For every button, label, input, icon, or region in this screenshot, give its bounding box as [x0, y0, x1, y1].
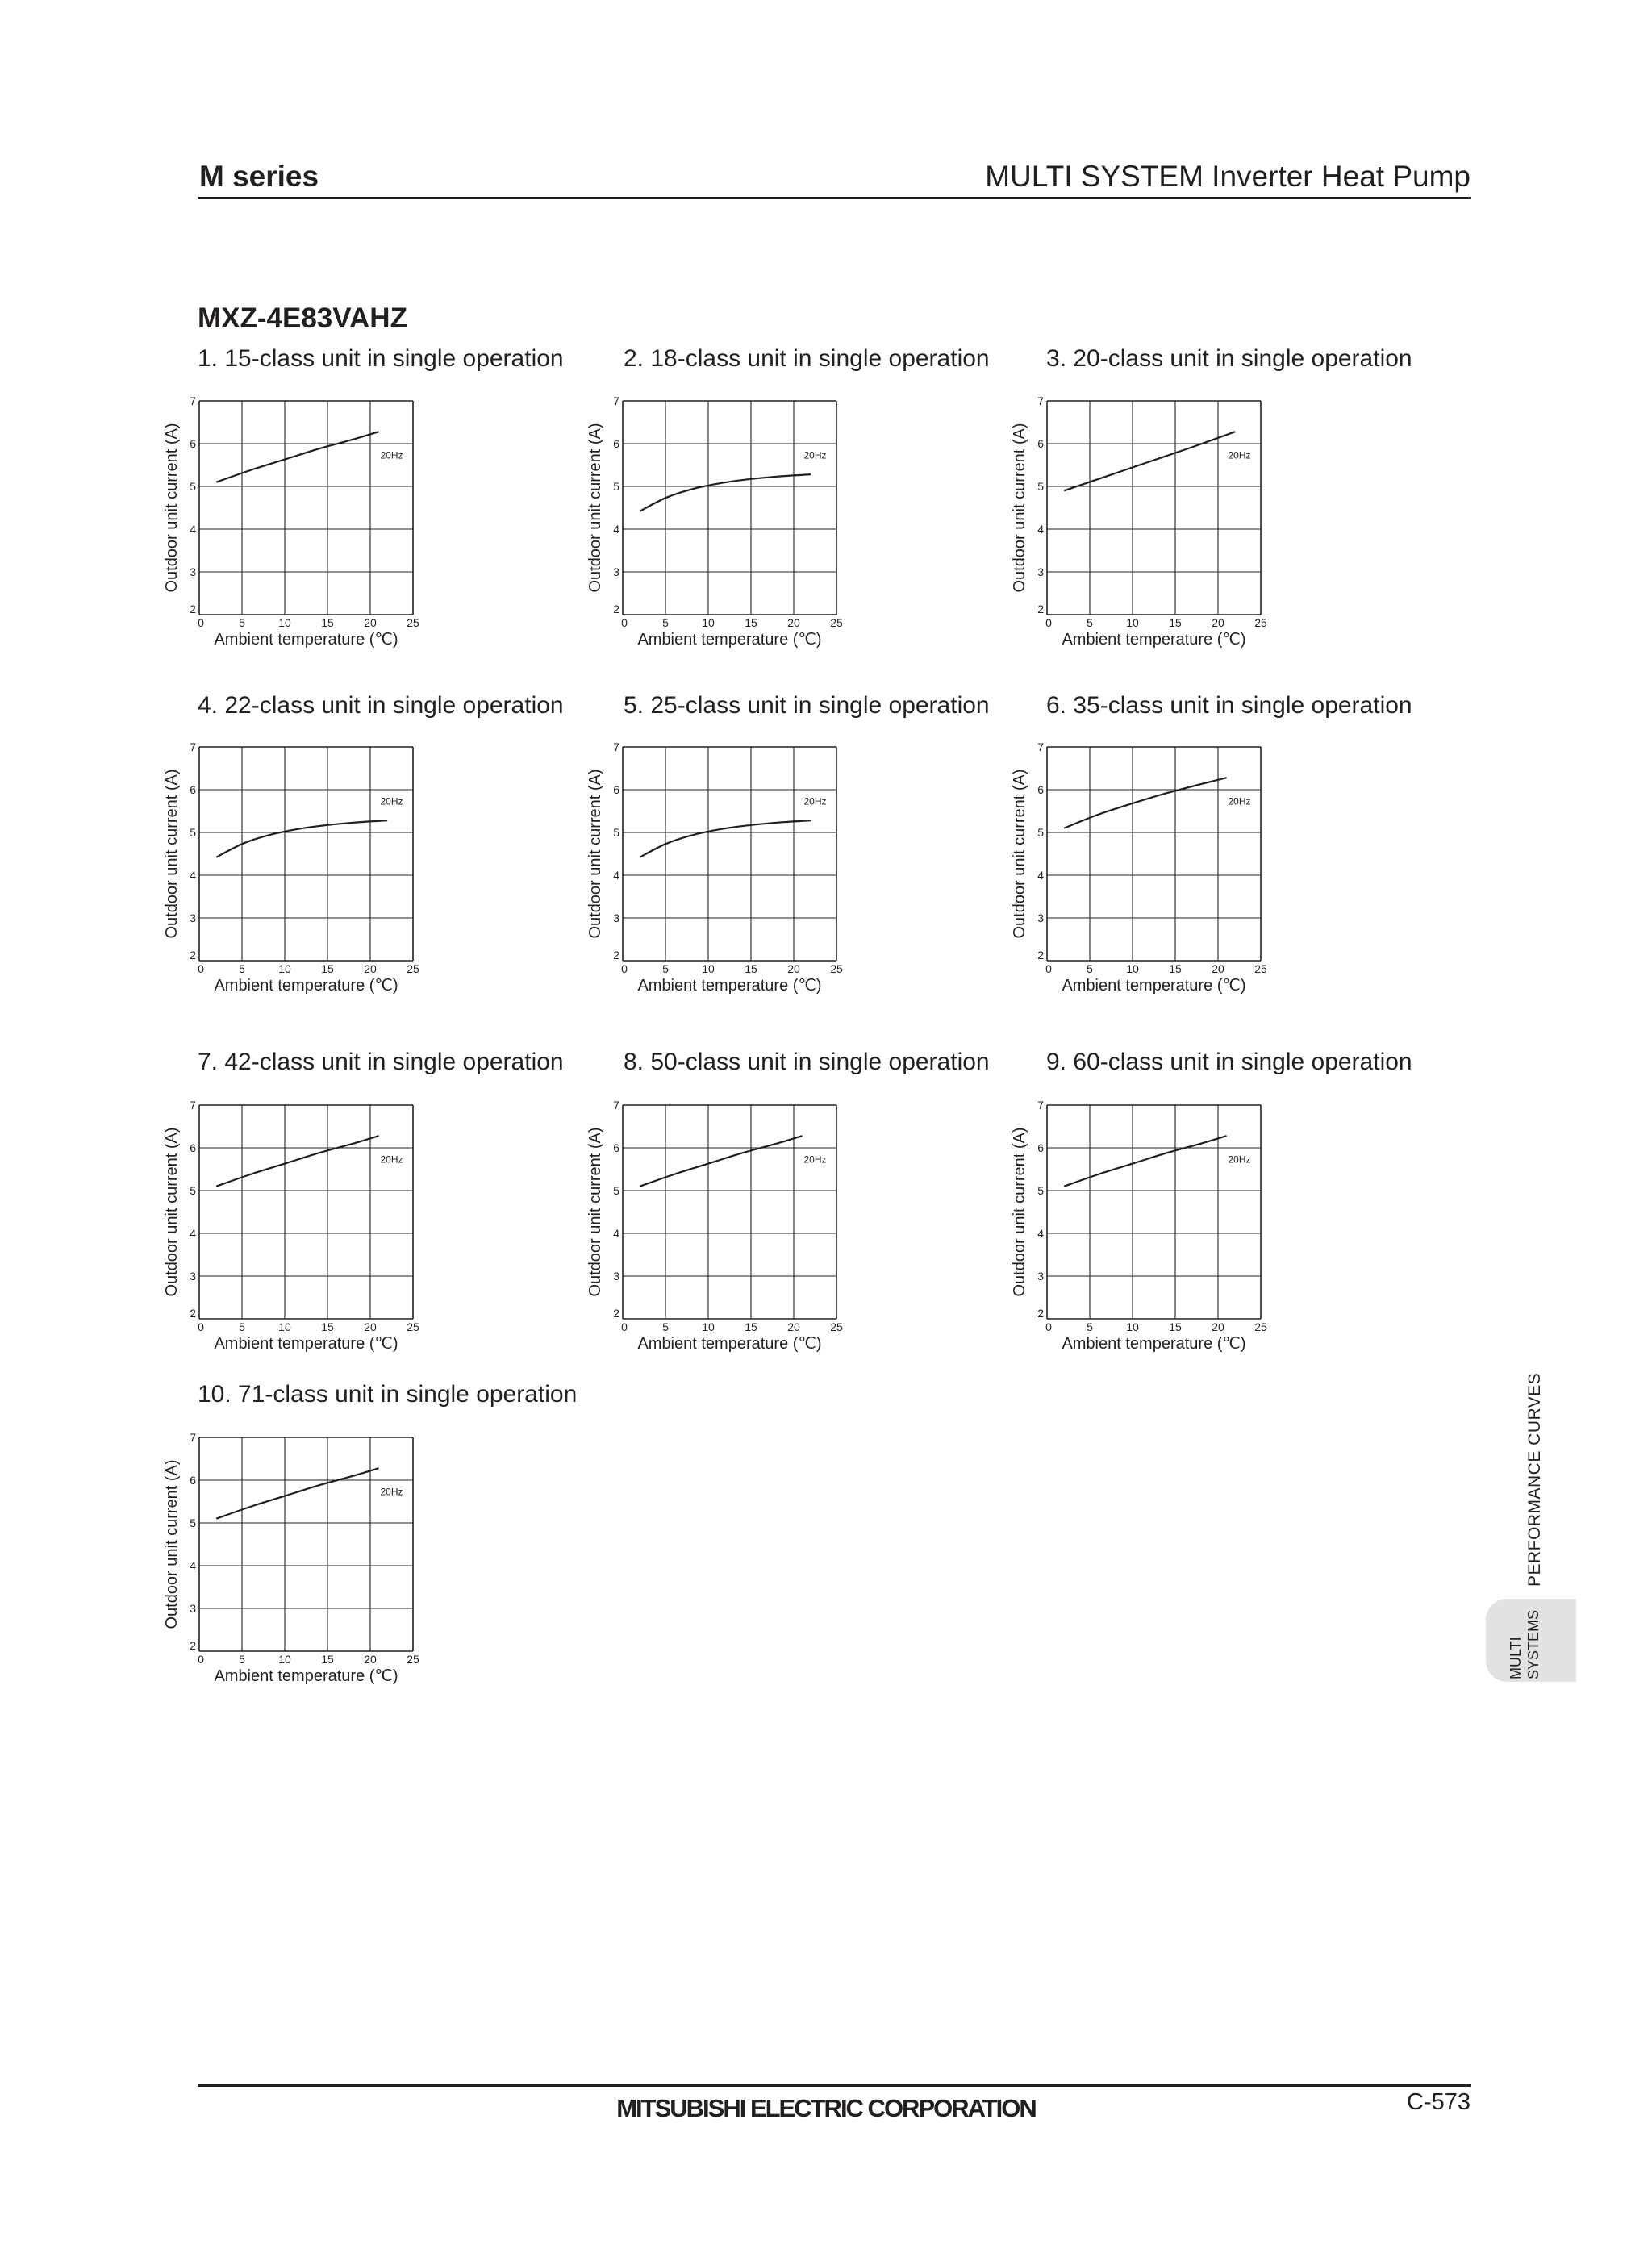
x-tick-label: 20: [364, 1653, 377, 1666]
x-tick-label: 15: [1169, 1320, 1182, 1333]
y-tick-label: 3: [613, 565, 620, 578]
series-line-20Hz: [1064, 778, 1226, 828]
x-tick-label: 20: [787, 616, 800, 629]
chart-title: 7. 42-class unit in single operation: [198, 1049, 564, 1075]
y-axis-label: Outdoor unit current (A): [1011, 1127, 1028, 1297]
y-axis-label: Outdoor unit current (A): [1011, 423, 1028, 593]
y-tick-label: 4: [190, 1559, 196, 1572]
x-tick-label: 5: [1087, 962, 1093, 975]
x-tick-label: 20: [364, 1320, 377, 1333]
y-tick-label: 2: [613, 1307, 620, 1320]
page-number: C-573: [1407, 2089, 1471, 2115]
x-axis-label: Ambient temperature (℃): [1062, 1335, 1246, 1353]
x-axis-label: Ambient temperature (℃): [214, 1667, 398, 1685]
y-tick-label: 6: [1037, 1141, 1044, 1154]
x-tick-label: 15: [321, 1320, 334, 1333]
x-axis-label: Ambient temperature (℃): [637, 1335, 822, 1353]
x-tick-label: 5: [662, 616, 669, 629]
x-axis-label: Ambient temperature (℃): [214, 977, 398, 995]
chart-7: [159, 1099, 437, 1367]
x-tick-label: 15: [321, 616, 334, 629]
y-tick-label: 3: [613, 911, 620, 924]
y-tick-label: 2: [1037, 1307, 1044, 1320]
x-tick-label: 10: [1126, 616, 1139, 629]
x-tick-label: 25: [407, 962, 419, 975]
x-tick-label: 20: [787, 962, 800, 975]
x-tick-label: 0: [198, 1320, 204, 1333]
y-axis-label: Outdoor unit current (A): [586, 1127, 604, 1297]
x-tick-label: 25: [830, 616, 843, 629]
y-tick-label: 6: [1037, 783, 1044, 796]
y-tick-label: 6: [1037, 437, 1044, 450]
x-tick-label: 25: [407, 616, 419, 629]
x-tick-label: 5: [239, 1320, 245, 1333]
y-tick-label: 3: [190, 1270, 196, 1283]
x-tick-label: 10: [278, 1653, 291, 1666]
series-line-20Hz: [216, 1136, 378, 1187]
x-axis-label: Ambient temperature (℃): [1062, 977, 1246, 995]
y-tick-label: 2: [613, 603, 620, 615]
y-tick-label: 7: [190, 740, 196, 753]
x-tick-label: 0: [198, 616, 204, 629]
series-label: 20Hz: [1228, 1153, 1251, 1166]
y-tick-label: 2: [190, 603, 196, 615]
y-tick-label: 7: [613, 1099, 620, 1112]
y-tick-label: 5: [190, 1184, 196, 1197]
chart-2: [582, 394, 861, 663]
x-tick-label: 25: [1254, 1320, 1267, 1333]
y-tick-label: 4: [190, 869, 196, 882]
chart-5: [582, 740, 861, 1009]
y-tick-label: 5: [190, 1516, 196, 1529]
y-tick-label: 5: [1037, 480, 1044, 493]
x-tick-label: 25: [830, 962, 843, 975]
y-tick-label: 5: [1037, 1184, 1044, 1197]
x-axis-label: Ambient temperature (℃): [637, 977, 822, 995]
y-tick-label: 6: [613, 783, 620, 796]
x-tick-label: 15: [1169, 962, 1182, 975]
y-tick-label: 5: [190, 480, 196, 493]
chart-3: [1007, 394, 1285, 663]
y-tick-label: 4: [613, 1227, 620, 1240]
y-tick-label: 5: [613, 1184, 620, 1197]
series-line-20Hz: [640, 1136, 802, 1187]
y-tick-label: 3: [613, 1270, 620, 1283]
y-tick-label: 5: [613, 826, 620, 839]
chart-6: [1007, 740, 1285, 1009]
y-tick-label: 7: [1037, 740, 1044, 753]
x-tick-label: 15: [745, 616, 757, 629]
x-tick-label: 5: [239, 962, 245, 975]
series-label: 20Hz: [1228, 449, 1251, 461]
x-tick-label: 10: [702, 962, 715, 975]
y-tick-label: 4: [1037, 869, 1044, 882]
y-tick-label: 5: [190, 826, 196, 839]
x-tick-label: 25: [1254, 962, 1267, 975]
y-tick-label: 2: [1037, 603, 1044, 615]
series-line-20Hz: [216, 1468, 378, 1519]
x-tick-label: 5: [1087, 1320, 1093, 1333]
x-tick-label: 25: [407, 1653, 419, 1666]
chart-10: [159, 1431, 437, 1700]
series-label: 20Hz: [803, 1153, 827, 1166]
x-tick-label: 25: [407, 1320, 419, 1333]
x-tick-label: 5: [662, 1320, 669, 1333]
x-tick-label: 20: [364, 616, 377, 629]
model-name: MXZ-4E83VAHZ: [198, 302, 407, 334]
chart-9: [1007, 1099, 1285, 1367]
x-tick-label: 15: [321, 1653, 334, 1666]
chart-title: 10. 71-class unit in single operation: [198, 1381, 578, 1408]
y-tick-label: 3: [190, 565, 196, 578]
x-axis-label: Ambient temperature (℃): [214, 631, 398, 649]
series-label: 20Hz: [380, 795, 403, 807]
x-tick-label: 5: [239, 616, 245, 629]
x-tick-label: 0: [1045, 616, 1052, 629]
x-tick-label: 20: [1212, 616, 1224, 629]
y-tick-label: 2: [190, 949, 196, 962]
series-label: 20Hz: [380, 449, 403, 461]
chart-title: 5. 25-class unit in single operation: [624, 692, 990, 719]
series-label: 20Hz: [803, 795, 827, 807]
x-tick-label: 10: [1126, 962, 1139, 975]
x-tick-label: 10: [1126, 1320, 1139, 1333]
y-axis-label: Outdoor unit current (A): [1011, 769, 1028, 939]
y-tick-label: 5: [1037, 826, 1044, 839]
y-tick-label: 4: [613, 523, 620, 536]
chart-8: [582, 1099, 861, 1367]
x-axis-label: Ambient temperature (℃): [1062, 631, 1246, 649]
y-tick-label: 7: [190, 1431, 196, 1444]
x-tick-label: 0: [621, 616, 628, 629]
y-tick-label: 5: [613, 480, 620, 493]
series-line-20Hz: [1064, 1136, 1226, 1187]
chart-title: 4. 22-class unit in single operation: [198, 692, 564, 719]
y-tick-label: 3: [190, 911, 196, 924]
y-tick-label: 6: [190, 783, 196, 796]
chart-1: [159, 394, 437, 663]
x-tick-label: 5: [239, 1653, 245, 1666]
y-axis-label: Outdoor unit current (A): [163, 1459, 181, 1629]
x-axis-label: Ambient temperature (℃): [637, 631, 822, 649]
x-tick-label: 20: [364, 962, 377, 975]
y-tick-label: 6: [190, 437, 196, 450]
x-tick-label: 0: [198, 1653, 204, 1666]
y-axis-label: Outdoor unit current (A): [163, 423, 181, 593]
y-tick-label: 3: [190, 1602, 196, 1615]
x-tick-label: 0: [198, 962, 204, 975]
y-tick-label: 6: [613, 437, 620, 450]
y-tick-label: 3: [1037, 1270, 1044, 1283]
chart-title: 1. 15-class unit in single operation: [198, 345, 564, 372]
y-tick-label: 2: [190, 1639, 196, 1652]
x-tick-label: 15: [1169, 616, 1182, 629]
chart-title: 9. 60-class unit in single operation: [1046, 1049, 1412, 1075]
y-tick-label: 4: [1037, 1227, 1044, 1240]
y-tick-label: 3: [1037, 565, 1044, 578]
y-tick-label: 4: [1037, 523, 1044, 536]
x-tick-label: 20: [1212, 962, 1224, 975]
series-label: 20Hz: [380, 1153, 403, 1166]
x-tick-label: 20: [787, 1320, 800, 1333]
series-label: 20Hz: [380, 1486, 403, 1498]
x-tick-label: 15: [321, 962, 334, 975]
chart-4: [159, 740, 437, 1009]
x-tick-label: 0: [1045, 962, 1052, 975]
y-tick-label: 7: [190, 394, 196, 407]
y-tick-label: 4: [613, 869, 620, 882]
x-tick-label: 5: [1087, 616, 1093, 629]
series-line-20Hz: [216, 432, 378, 482]
x-tick-label: 10: [702, 1320, 715, 1333]
chart-title: 6. 35-class unit in single operation: [1046, 692, 1412, 719]
x-tick-label: 0: [1045, 1320, 1052, 1333]
x-tick-label: 10: [702, 616, 715, 629]
x-tick-label: 10: [278, 962, 291, 975]
y-tick-label: 6: [190, 1141, 196, 1154]
x-tick-label: 10: [278, 1320, 291, 1333]
y-tick-label: 6: [613, 1141, 620, 1154]
chart-title: 3. 20-class unit in single operation: [1046, 345, 1412, 372]
series-label: M series: [199, 160, 319, 193]
header-divider: [198, 197, 1471, 199]
footer-divider: [198, 2084, 1471, 2087]
section-label: PERFORMANCE CURVES: [1525, 1372, 1544, 1587]
y-tick-label: 7: [1037, 394, 1044, 407]
x-tick-label: 20: [1212, 1320, 1224, 1333]
x-tick-label: 0: [621, 1320, 628, 1333]
x-axis-label: Ambient temperature (℃): [214, 1335, 398, 1353]
y-tick-label: 7: [613, 740, 620, 753]
product-title: MULTI SYSTEM Inverter Heat Pump: [985, 160, 1471, 193]
x-tick-label: 5: [662, 962, 669, 975]
y-tick-label: 7: [190, 1099, 196, 1112]
y-tick-label: 7: [1037, 1099, 1044, 1112]
x-tick-label: 10: [278, 616, 291, 629]
x-tick-label: 15: [745, 1320, 757, 1333]
y-axis-label: Outdoor unit current (A): [586, 423, 604, 593]
chart-title: 8. 50-class unit in single operation: [624, 1049, 990, 1075]
chart-title: 2. 18-class unit in single operation: [624, 345, 990, 372]
y-tick-label: 4: [190, 1227, 196, 1240]
y-axis-label: Outdoor unit current (A): [163, 1127, 181, 1297]
series-label: 20Hz: [1228, 795, 1251, 807]
y-tick-label: 2: [190, 1307, 196, 1320]
y-axis-label: Outdoor unit current (A): [586, 769, 604, 939]
y-axis-label: Outdoor unit current (A): [163, 769, 181, 939]
side-tab-label: MULTI SYSTEMS: [1508, 1609, 1541, 1679]
x-tick-label: 15: [745, 962, 757, 975]
x-tick-label: 0: [621, 962, 628, 975]
x-tick-label: 25: [830, 1320, 843, 1333]
y-tick-label: 2: [613, 949, 620, 962]
y-tick-label: 4: [190, 523, 196, 536]
y-tick-label: 3: [1037, 911, 1044, 924]
y-tick-label: 7: [613, 394, 620, 407]
x-tick-label: 25: [1254, 616, 1267, 629]
y-tick-label: 6: [190, 1474, 196, 1487]
company-name: MITSUBISHI ELECTRIC CORPORATION: [616, 2094, 1036, 2122]
y-tick-label: 2: [1037, 949, 1044, 962]
series-label: 20Hz: [803, 449, 827, 461]
